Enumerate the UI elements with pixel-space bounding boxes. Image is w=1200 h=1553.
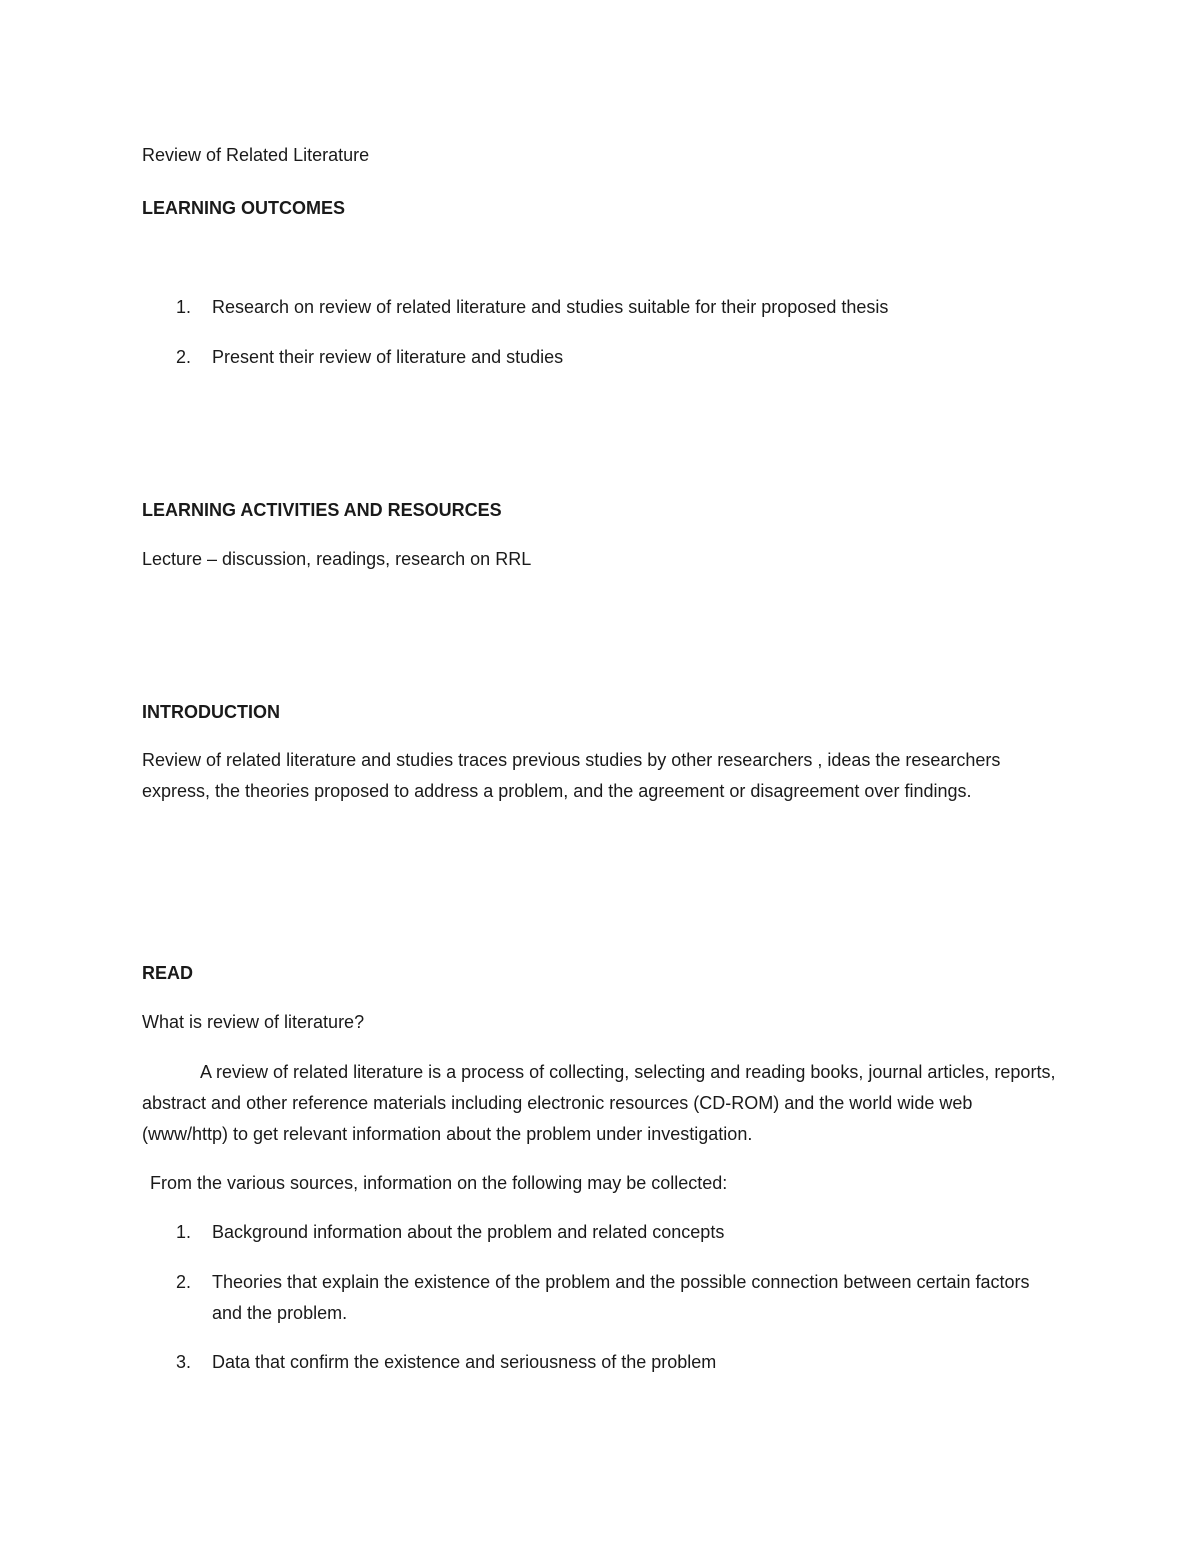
list-number: 1. [176,1222,192,1242]
introduction-heading: INTRODUCTION [142,702,280,722]
list-number: 2. [176,347,192,367]
read-question: What is review of literature? [142,1012,365,1032]
list-item-text: Background information about the problem and related concepts [212,1222,725,1242]
introduction-paragraph: Review of related literature and studies traces previous studies by other researchers , ideas the researchers express, the theories proposed to address a problem, and the agreement or disagreement over findings. [142,750,1001,801]
document-title: Review of Related Literature [142,145,370,165]
learning-outcomes-heading: LEARNING OUTCOMES [142,198,346,218]
list-item-text: Data that confirm the existence and seriousness of the problem [212,1352,717,1372]
learning-activities-text: Lecture – discussion, readings, research on RRL [142,549,532,569]
list-number: 3. [176,1352,192,1372]
read-paragraph: A review of related literature is a process of collecting, selecting and reading books, journal articles, reports, abstract and other reference materials including electronic resources (CD-ROM) and the world wide web (www/http) to get relevant information about the problem under investigation. [142,1062,1056,1144]
list-item-text: Research on review of related literature and studies suitable for their proposed thesis [212,297,889,317]
list-number: 1. [176,297,192,317]
list-item-text: Present their review of literature and studies [212,347,564,367]
learning-activities-heading: LEARNING ACTIVITIES AND RESOURCES [142,500,502,520]
list-number: 2. [176,1272,192,1292]
read-heading: READ [142,963,194,983]
list-item-text: Theories that explain the existence of the problem and the possible connection between certain factors and the problem. [212,1272,1030,1323]
read-lead-in: From the various sources, information on the following may be collected: [150,1173,728,1193]
